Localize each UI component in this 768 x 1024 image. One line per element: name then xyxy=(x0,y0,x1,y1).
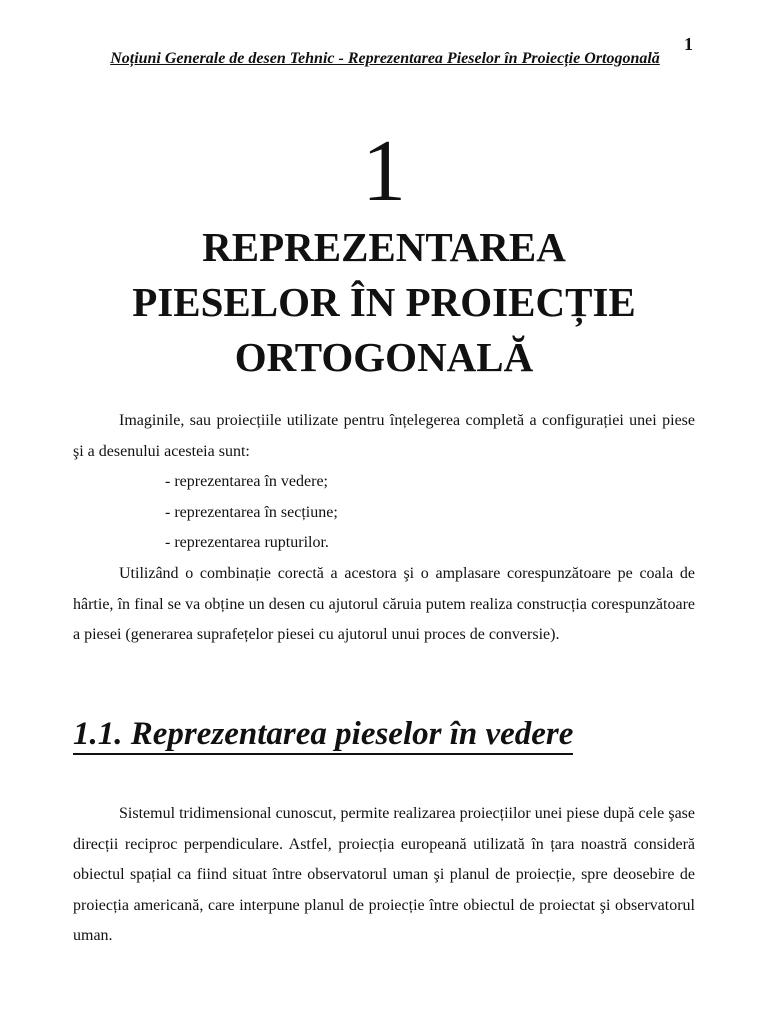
chapter-title xyxy=(40,220,728,385)
list-item: - reprezentarea în vedere; xyxy=(165,473,328,490)
page-number: 1 xyxy=(684,34,693,54)
combination-paragraph: Utilizând o combinație corectă a acestora şi o amplasare corespunzătoare pe coala de hârtie, în final se va obține un desen cu ajutorul căruia putem realiza construcția corespunzătoare a piesei (generarea suprafețelor piesei cu ajutorul unui proces de conversie). xyxy=(73,565,695,643)
section-paragraph: Sistemul tridimensional cunoscut, permite realizarea proiecțiilor unei piese după cele şase direcții reciproc perpendiculare. Astfel, proiecția europeană utilizată în țara noastră consideră obiectul spațial ca fiind situat între observatorul uman şi planul de proiecție, spre deosebire de proiecția americană, care interpune planul de proiecție între obiectul de proiectat şi observatorul uman. xyxy=(73,805,695,944)
section-heading xyxy=(73,712,573,756)
intro-paragraph: Imaginile, sau proiecțiile utilizate pentru înțelegerea completă a configurației unei piese şi a desenului acesteia sunt: xyxy=(73,412,695,460)
list-item: - reprezentarea rupturilor. xyxy=(165,534,329,551)
chapter-title-line: ORTOGONALĂ xyxy=(234,334,534,380)
projection-types-list xyxy=(165,467,338,559)
list-item: - reprezentarea în secțiune; xyxy=(165,503,338,521)
chapter-number: 1 xyxy=(362,123,406,220)
chapter-title-line: REPREZENTAREA xyxy=(202,224,566,270)
running-header: Noțiuni Generale de desen Tehnic - Reprezentarea Pieselor în Proiecție Ortogonală xyxy=(110,50,660,67)
section-heading-text: 1.1. Reprezentarea pieselor în vedere xyxy=(73,716,573,755)
chapter-title-line: PIESELOR ÎN PROIECȚIE xyxy=(132,279,636,325)
